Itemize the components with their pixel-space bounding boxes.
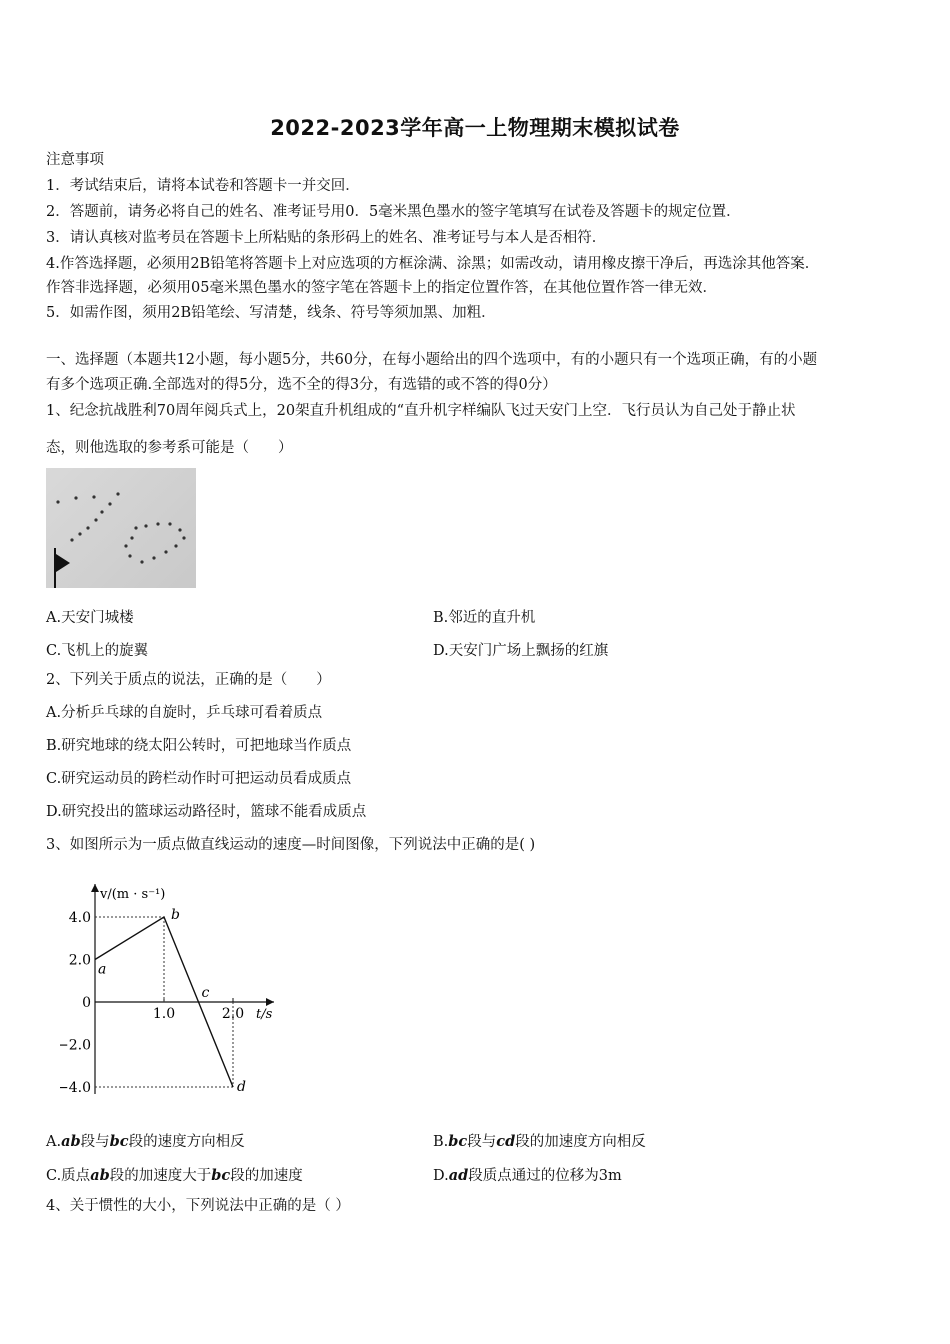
- point-label-a: a: [98, 961, 107, 978]
- y-tick-label: −4.0: [60, 1080, 91, 1096]
- section1-instructions-line1: 一、选择题（本题共12小题，每小题5分，共60分，在每小题给出的四个选项中，有的小题只有一个选项正确，有的小题: [46, 352, 818, 368]
- helicopter-formation-photo: [46, 468, 196, 588]
- x-axis-arrow: [266, 998, 274, 1006]
- q4-stem: 4、关于惯性的大小，下列说法中正确的是（ ）: [46, 1198, 350, 1214]
- q3-option-c-mid2: 段的加速度: [230, 1168, 303, 1184]
- q2-option-a: A.分析乒乓球的自旋时，乒乓球可看着质点: [46, 705, 323, 721]
- q2-option-b: B.研究地球的绕太阳公转时，可把地球当作质点: [46, 738, 352, 754]
- q3-option-a-mid2: 段的速度方向相反: [128, 1134, 245, 1150]
- q2-option-c: C.研究运动员的跨栏动作时可把运动员看成质点: [46, 771, 352, 787]
- notice-item-3: 3．请认真核对监考员在答题卡上所粘贴的条形码上的姓名、准考证号与本人是否相符．: [46, 230, 607, 246]
- point-label-c: c: [201, 985, 210, 1001]
- notice-item-6: 5．如需作图，须用2B铅笔绘、写清楚，线条、符号等须加黑、加粗．: [46, 305, 496, 321]
- section1-instructions-line2: 有多个选项正确.全部选对的得5分，选不全的得3分，有选错的或不答的得0分）: [46, 377, 557, 393]
- q3-option-b-prefix: B.: [433, 1134, 449, 1150]
- q3-option-c-var1: ab: [90, 1167, 110, 1184]
- notice-item-5: 作答非选择题，必须用05毫米黑色墨水的签字笔在答题卡上的指定位置作答，在其他位置作答一律无效．: [46, 280, 717, 296]
- q3-option-d-prefix: D.: [433, 1168, 449, 1184]
- x-tick-label: 2.0: [221, 1006, 245, 1022]
- q1-option-a: A.天安门城楼: [46, 610, 134, 626]
- y-tick-label: 4.0: [68, 910, 91, 926]
- q3-option-a: [46, 1130, 245, 1151]
- y-tick-label: 0: [82, 995, 91, 1011]
- q1-option-b: B.邻近的直升机: [433, 610, 536, 626]
- q3-option-b-var2: cd: [496, 1133, 516, 1150]
- q3-option-b-mid2: 段的加速度方向相反: [515, 1134, 646, 1150]
- q3-option-c-var2: bc: [211, 1167, 231, 1184]
- q1-stem-line2: 态，则他选取的参考系可能是（ ）: [46, 440, 293, 456]
- q3-option-d: [433, 1164, 622, 1185]
- q3-option-c-mid1: 段的加速度大于: [109, 1168, 212, 1184]
- q3-option-b: [433, 1130, 646, 1151]
- page-title: 2022-2023学年高一上物理期末模拟试卷: [270, 116, 680, 140]
- q1-stem-line1: 1、纪念抗战胜利70周年阅兵式上，20架直升机组成的“直升机字样编队飞过天安门上空．飞行员认为自己处于静止状: [46, 403, 796, 419]
- q2-option-d: D.研究投出的篮球运动路径时，篮球不能看成质点: [46, 804, 367, 820]
- q3-stem: 3、如图所示为一质点做直线运动的速度—时间图像，下列说法中正确的是( ): [46, 837, 536, 853]
- point-label-d: d: [237, 1079, 246, 1095]
- notice-item-1: 1．考试结束后，请将本试卷和答题卡一并交回．: [46, 178, 360, 194]
- q3-option-c: [46, 1164, 303, 1185]
- q1-option-c: C.飞机上的旋翼: [46, 643, 149, 659]
- point-label-b: b: [171, 907, 180, 923]
- q3-option-d-var1: ad: [448, 1167, 469, 1184]
- y-tick-label: 2.0: [68, 952, 91, 969]
- q3-option-b-var1: bc: [448, 1133, 468, 1150]
- q1-option-d: D.天安门广场上飘扬的红旗: [433, 643, 609, 659]
- y-axis-arrow: [91, 884, 99, 892]
- notice-item-4: 4.作答选择题，必须用2B铅笔将答题卡上对应选项的方框涂满、涂黑；如需改动，请用橡皮擦干净后，再选涂其他答案．: [46, 256, 820, 272]
- notice-item-2: 2．答题前，请务必将自己的姓名、准考证号用0．5毫米黑色墨水的签字笔填写在试卷及答题卡的规定位置．: [46, 204, 741, 220]
- q3-option-d-mid1: 段质点通过的位移为3m: [468, 1168, 622, 1184]
- q3-option-a-var2: bc: [109, 1133, 129, 1150]
- velocity-time-graph: [60, 880, 300, 1104]
- y-tick-label: −2.0: [60, 1037, 91, 1054]
- notice-heading: 注意事项: [46, 152, 104, 168]
- q3-option-a-var1: ab: [61, 1133, 81, 1150]
- x-axis-label: t/s: [256, 1007, 273, 1022]
- q3-option-c-prefix: C.质点: [46, 1168, 91, 1184]
- y-axis-label: v/(m · s⁻¹): [100, 887, 166, 902]
- q3-option-a-prefix: A.: [46, 1134, 62, 1150]
- q3-option-a-mid1: 段与: [80, 1134, 110, 1150]
- q3-option-b-mid1: 段与: [467, 1134, 497, 1150]
- q2-stem: 2、下列关于质点的说法，正确的是（ ）: [46, 672, 331, 688]
- x-tick-label: 1.0: [152, 1006, 176, 1022]
